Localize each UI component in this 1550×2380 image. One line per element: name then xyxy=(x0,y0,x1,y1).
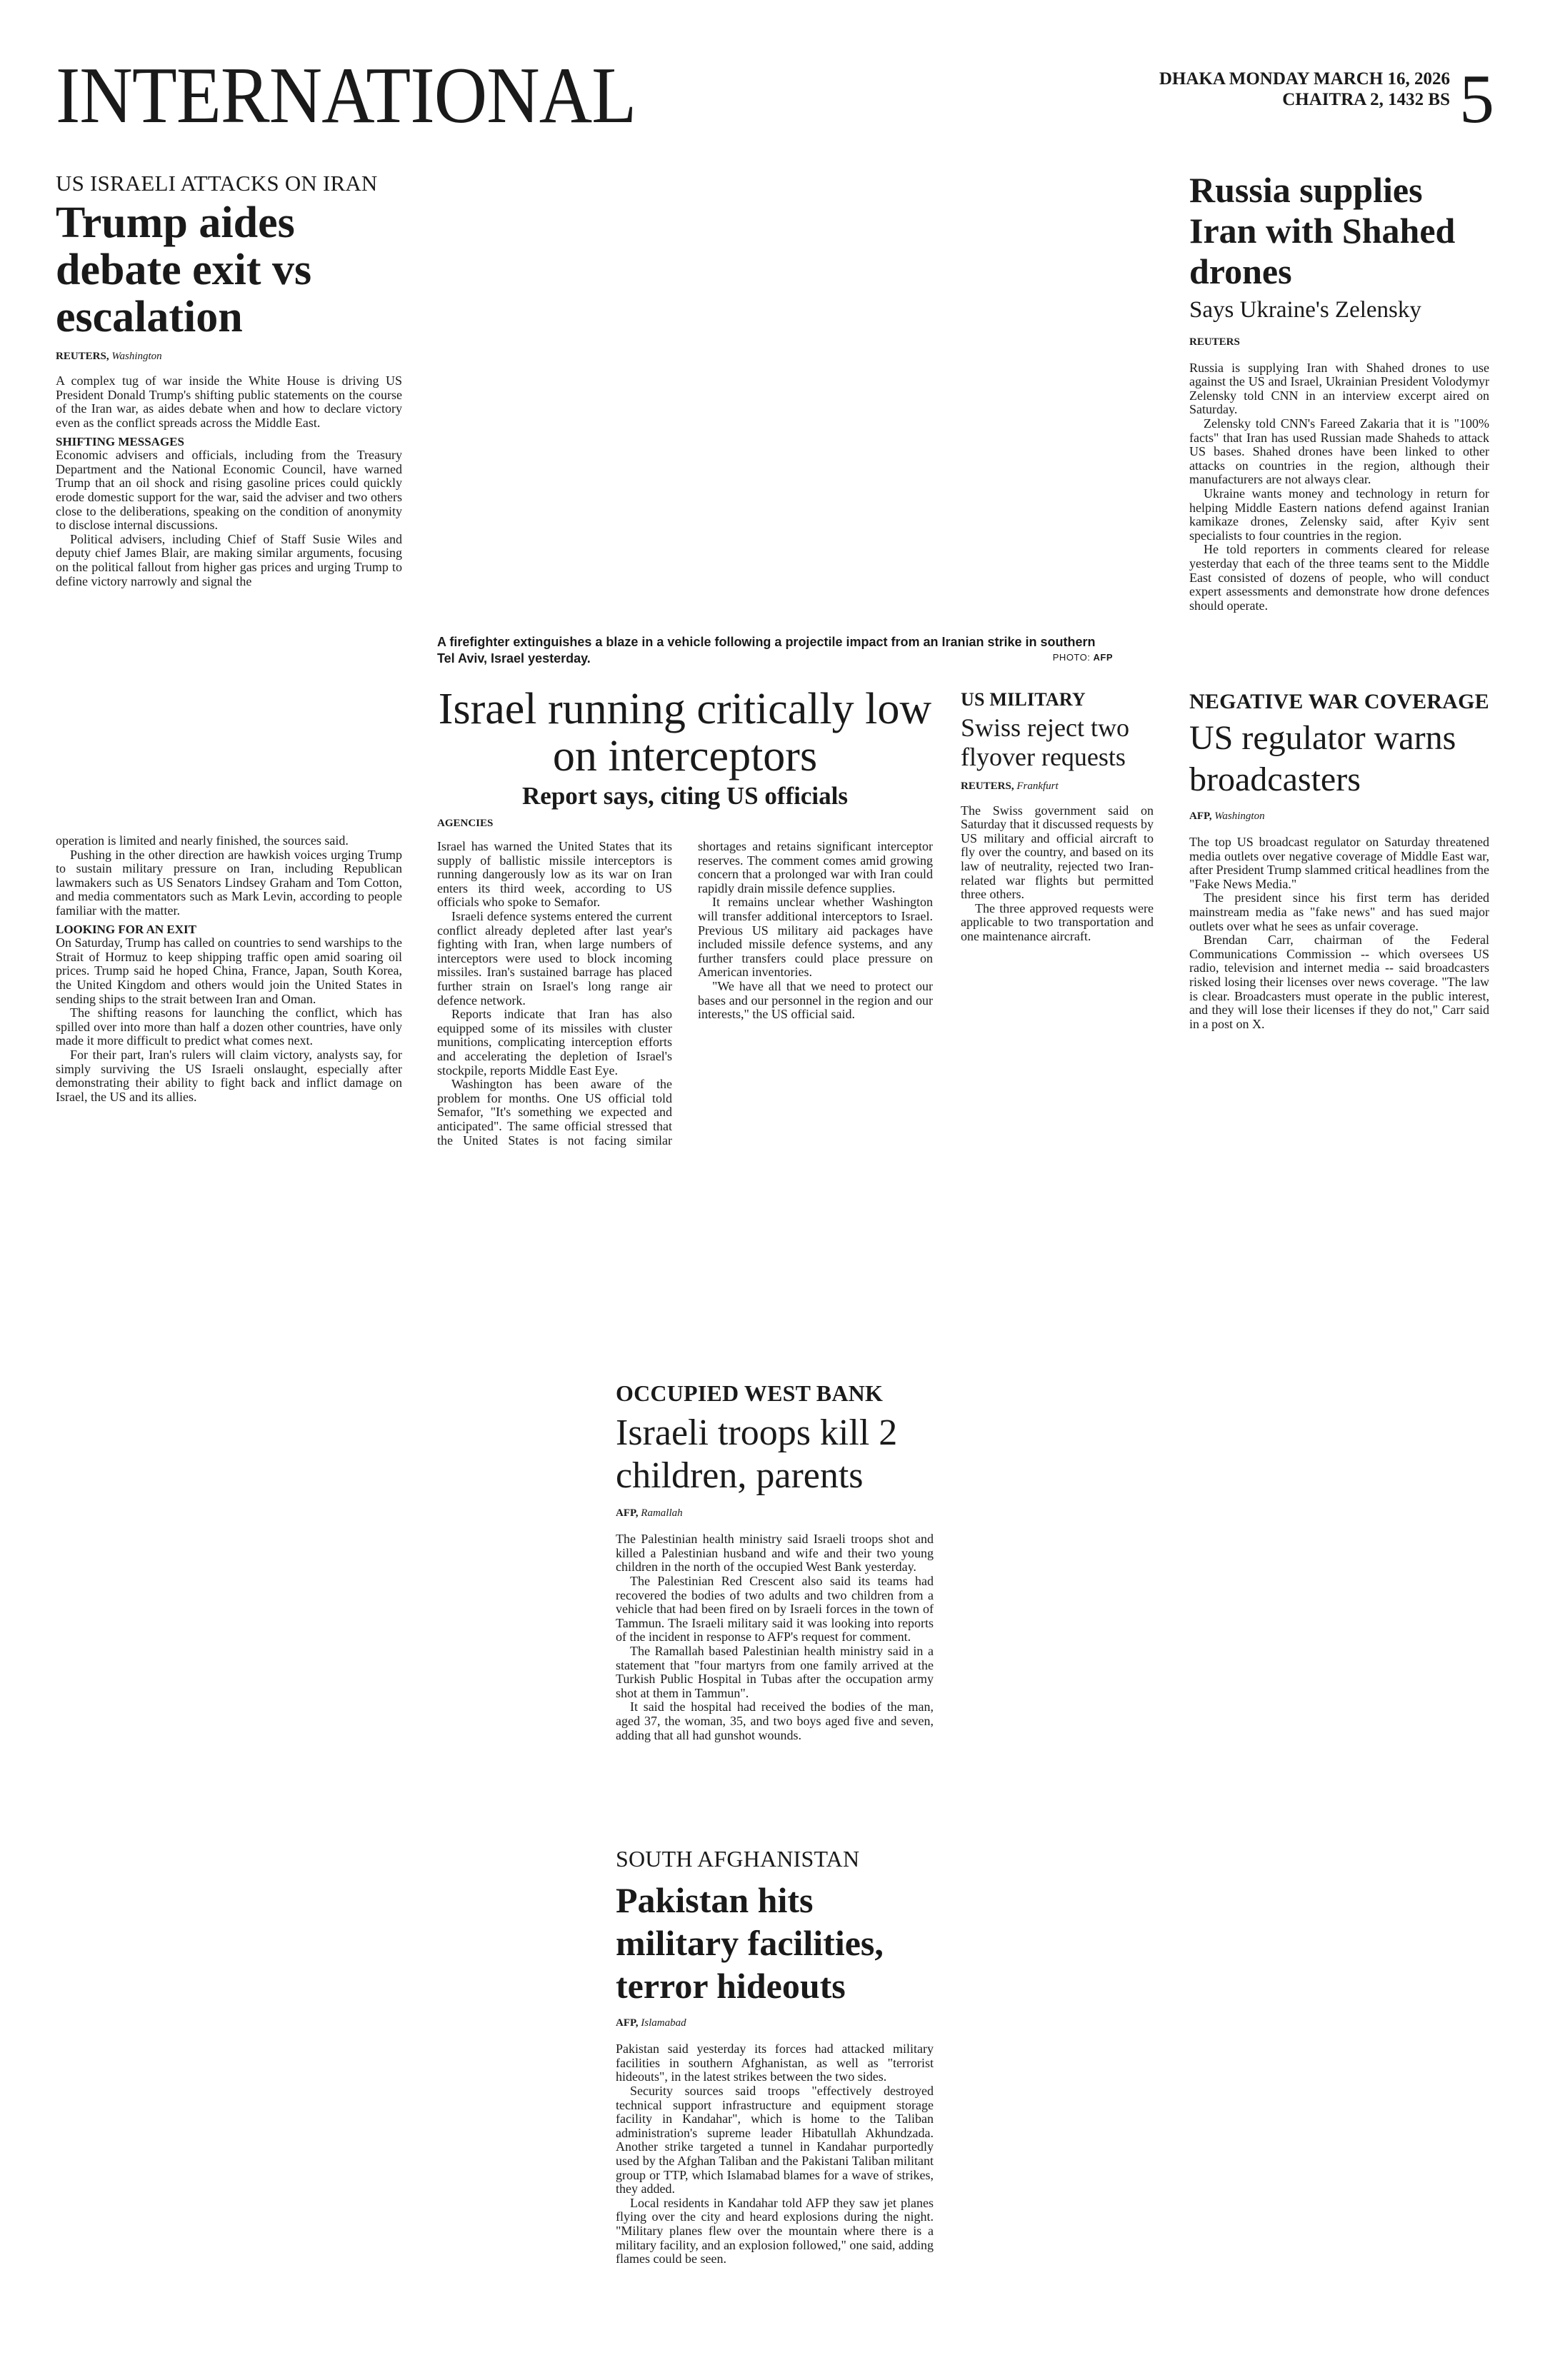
paragraph: On Saturday, Trump has called on countries to send warships to the Strait of Hormuz to keep shipping traffic open amid soaring oil prices. Trump said he hoped China, France, Japan, South Korea, the United Kingdom and others would join the United States in sending ships to the strait between Iran and Oman. xyxy=(56,935,402,1006)
story-kicker: NEGATIVE WAR COVERAGE xyxy=(1189,690,1489,713)
subheading: LOOKING FOR AN EXIT xyxy=(56,922,196,936)
story-body xyxy=(616,2042,934,2266)
paragraph: The Palestinian Red Crescent also said its teams had recovered the bodies of two adults and two children from a vehicle that had been fired on by Israeli forces in the town of Tammun. The Israeli military said it was looking into reports of the incident in response to AFP's request for comment. xyxy=(616,1573,934,1645)
byline xyxy=(961,780,1154,793)
subheading: SHIFTING MESSAGES xyxy=(56,434,184,448)
story-kicker: US MILITARY xyxy=(961,689,1086,710)
byline-agency: REUTERS xyxy=(1189,336,1240,348)
byline-place: Frankfurt xyxy=(1016,780,1059,792)
paragraph: Ukraine wants money and technology in return for helping Middle Eastern nations defend against Iranian kamikaze drones, Zelensky said, after Kyiv sent specialists to four countries in the region. xyxy=(1189,486,1489,543)
paragraph: Washington has been aware of the problem for months. One US official told Semafor, "It's something we expected and anticipated". The same official stressed that the United States is not facing similar shortages and retains significant interceptor reserves. The comment comes amid growing concern that a prolonged war with Iran could rapidly drain missile defence supplies. xyxy=(437,839,933,1148)
paragraph: It said the hospital had received the bodies of the man, aged 37, the woman, 35, and two boys aged five and seven, adding that all had gunshot wounds. xyxy=(616,1699,934,1742)
paragraph: "We have all that we need to protect our bases and our personnel in the region and our interests," the US official said. xyxy=(698,979,933,1022)
paragraph: Brendan Carr, chairman of the Federal Communications Commission -- which oversees US radio, television and internet media -- said broadcasters risked losing their licenses over news coverage. "The law is clear. Broadcasters must operate in the public interest, and they will lose their licenses if they do not," Carr said in a post on X. xyxy=(1189,933,1489,1031)
paragraph: It remains unclear whether Washington will transfer additional interceptors to Israel. Previous US military aid packages have included missile defence systems, and any further transfers could place pressure on American inventories. xyxy=(698,895,933,980)
byline-place: Ramallah xyxy=(641,1507,683,1520)
regulator-story xyxy=(1189,690,1489,1031)
story-headline: Israeli troops kill 2 children, parents xyxy=(616,1412,898,1497)
paragraph: The shifting reasons for launching the conflict, which has spilled over into more than half a dozen other countries, have only made it more difficult to predict what comes next. xyxy=(56,1005,402,1048)
paragraph: Political advisers, including Chief of Staff Susie Wiles and deputy chief James Blair, are making similar arguments, focusing on the political fallout from higher gas prices and urging Trump to define victory narrowly and signal the xyxy=(56,531,402,588)
paragraph: The Palestinian health ministry said Israeli troops shot and killed a Palestinian husband and wife and their two young children in the north of the occupied West Bank yesterday. xyxy=(616,1532,934,1575)
story-headline: Russia supplies Iran with Shahed drones xyxy=(1189,170,1456,291)
byline-agency: AFP, xyxy=(1189,810,1212,822)
news-photo xyxy=(437,175,1151,625)
story-deck: Says Ukraine's Zelensky xyxy=(1189,297,1421,323)
paragraph: Local residents in Kandahar told AFP they saw jet planes flying over the city and heard explosions during the night. "Military planes flew over the mountain where there is a military facility, and an explosion followed," one said, adding flames could be seen. xyxy=(616,2195,934,2266)
russia-story xyxy=(1189,170,1489,613)
story-kicker: US ISRAELI ATTACKS ON IRAN xyxy=(56,171,378,196)
paragraph: operation is limited and nearly finished, the sources said. xyxy=(56,833,349,848)
paragraph: Israeli defence systems entered the current conflict already depleted after last year's fighting with Iran, when large numbers of interceptors were used to block incoming missiles. Iran's sustained barrage has placed further strain on Israel's long range air defence network. xyxy=(437,909,672,1008)
story-body xyxy=(616,1532,934,1742)
paragraph: Economic advisers and officials, including from the Treasury Department and the National Economic Council, have warned Trump that an oil shock and rising gasoline prices could quickly erode domestic support for the war, said the adviser and two others close to the deliberations, speaking on the condition of anonymity to disclose internal discussions. xyxy=(56,448,402,533)
photo-credit xyxy=(1053,652,1113,663)
byline-place: Washington xyxy=(111,351,162,363)
dateline xyxy=(1159,69,1450,110)
story-headline: Trump aides debate exit vs escalation xyxy=(56,199,312,341)
paragraph: Reports indicate that Iran has also equipped some of its missiles with cluster munitions, complicating interception efforts and accelerating the depletion of Israel's stockpile, reports Middle East Eye. xyxy=(437,1007,672,1078)
bangla-date: CHAITRA 2, 1432 BS xyxy=(1282,90,1450,109)
paragraph: The president since his first term has derided mainstream media as "fake news" and has sued major outlets over what he sees as unfair coverage. xyxy=(1189,890,1489,933)
story-body xyxy=(1189,835,1489,1031)
story-headline: US regulator warns broadcasters xyxy=(1189,719,1456,798)
byline xyxy=(616,1507,934,1520)
story-body xyxy=(1189,361,1489,613)
paragraph: Pakistan said yesterday its forces had attacked military facilities in southern Afghanistan, as well as "terrorist hideouts", in the latest strikes between the two sides. xyxy=(616,2042,934,2084)
story-kicker: OCCUPIED WEST BANK xyxy=(616,1380,884,1406)
date: DHAKA MONDAY MARCH 16, 2026 xyxy=(1159,69,1450,89)
westbank-story xyxy=(616,1381,934,1742)
photo-credit-label: PHOTO: xyxy=(1052,652,1091,663)
israel-story xyxy=(437,686,933,1154)
paragraph: Russia is supplying Iran with Shahed drones to use against the US and Israel, Ukrainian President Volodymyr Zelensky told CNN in an interview excerpt aired on Saturday. xyxy=(1189,360,1489,417)
story-body-top xyxy=(56,374,402,588)
page-number: 5 xyxy=(1459,61,1494,138)
paragraph: The top US broadcast regulator on Saturday threatened media outlets over negative coverage of Middle East war, after President Trump slammed critical headlines from the "Fake News Media." xyxy=(1189,835,1489,891)
trump-story xyxy=(56,171,402,588)
section-title: INTERNATIONAL xyxy=(56,51,636,140)
paragraph: Security sources said troops "effectively destroyed technical support infrastructure and equipment storage facility in Kandahar", which is home to the Taliban administration's supreme leader Hibatullah Akhundzada. Another strike targeted a tunnel in Kandahar purportedly used by the Afghan Taliban and the Pakistani Taliban militant group or TTP, which Islamabad blames for a wave of strikes, they added. xyxy=(616,2083,934,2196)
byline-agency: AFP, xyxy=(616,2017,639,2029)
swiss-story xyxy=(961,690,1154,944)
byline-place: Washington xyxy=(1214,810,1265,822)
byline-agency: AGENCIES xyxy=(437,818,494,830)
trump-story-continued xyxy=(56,834,402,1104)
byline-agency: REUTERS, xyxy=(56,351,109,363)
byline xyxy=(56,351,402,363)
paragraph: Israel has warned the United States that its supply of ballistic missile interceptors is running dangerously low as its war on Iran enters its third week, according to US officials who spoke to Semafor. xyxy=(437,839,672,910)
paragraph: Pushing in the other direction are hawkish voices urging Trump to sustain military pressure on Iran, including Republican lawmakers such as US Senators Lindsey Graham and Tom Cotton, and media commentators such as Mark Levin, according to people familiar with the matter. xyxy=(56,847,402,918)
story-body xyxy=(961,804,1154,944)
photo-credit-source: AFP xyxy=(1093,652,1113,663)
byline-agency: REUTERS, xyxy=(961,780,1014,792)
story-kicker: SOUTH AFGHANISTAN xyxy=(616,1846,860,1872)
byline xyxy=(616,2017,934,2029)
story-headline: Pakistan hits military facilities, terror hideouts xyxy=(616,1880,884,2007)
story-body xyxy=(437,840,933,1154)
paragraph: He told reporters in comments cleared for release yesterday that each of the three teams sent to the Middle East consisted of dozens of people, who will conduct expert assessments and demonstrate how drone defences should operate. xyxy=(1189,542,1489,613)
paragraph: A complex tug of war inside the White House is driving US President Donald Trump's shifting public statements on the course of the Iran war, as aides debate when and how to declare victory even as the conflict spreads across the Middle East. xyxy=(56,373,402,431)
paragraph: The three approved requests were applicable to two transportation and one maintenance aircraft. xyxy=(961,900,1154,943)
story-headline: Israel running critically low on interceptors xyxy=(438,685,932,780)
byline-place: Islamabad xyxy=(641,2017,686,2029)
story-headline: Swiss reject two flyover requests xyxy=(961,713,1129,771)
photo-caption: A firefighter extinguishes a blaze in a vehicle following a projectile impact from an Iranian strike in southern Tel Aviv, Israel yesterday. xyxy=(437,635,1096,666)
byline xyxy=(1189,810,1489,823)
paragraph: The Ramallah based Palestinian health ministry said in a statement that "four martyrs from one family arrived at the Turkish Public Hospital in Tubas after the occupation army shot at them in Tammun". xyxy=(616,1643,934,1700)
byline-agency: AFP, xyxy=(616,1507,639,1520)
paragraph: Zelensky told CNN's Fareed Zakaria that it is "100% facts" that Iran has used Russian made Shaheds to attack US bases. Shahed drones have been linked to other attacks on countries in the region, although their manufacturers are not always clear. xyxy=(1189,416,1489,487)
paragraph: For their part, Iran's rulers will claim victory, analysts say, for simply surviving the US Israeli onslaught, especially after demonstrating their ability to fight back and inflict damage on Israel, the US and its allies. xyxy=(56,1047,402,1104)
pakistan-story xyxy=(616,1847,934,2266)
paragraph: The Swiss government said on Saturday that it discussed requests by US military and official aircraft to fly over the country, and based on its law of neutrality, rejected two Iran-related war flights but permitted three others. xyxy=(961,803,1154,902)
story-deck: Report says, citing US officials xyxy=(522,782,848,810)
